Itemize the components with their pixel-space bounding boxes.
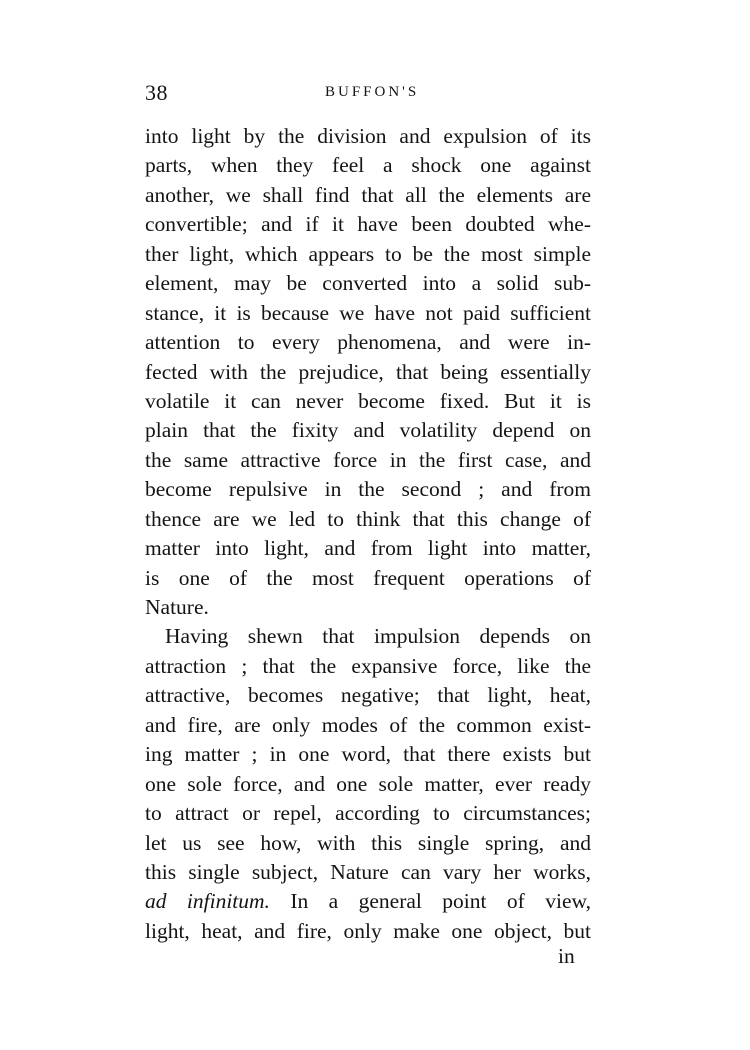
text-line: Having shewn that impulsion depends on bbox=[165, 624, 591, 649]
text-line: attractive, becomes negative; that light, heat, bbox=[145, 683, 591, 708]
text-line: attraction ; that the expansive force, like the bbox=[145, 653, 591, 678]
text-line: to attract or repel, according to circumstances; bbox=[145, 801, 591, 826]
text-line: thence are we led to think that this change of bbox=[145, 506, 591, 531]
text-line: element, may be converted into a solid sub- bbox=[145, 271, 591, 296]
body-text bbox=[145, 122, 591, 946]
text-line: one sole force, and one sole matter, ever ready bbox=[145, 771, 591, 796]
page-number: 38 bbox=[145, 80, 168, 105]
text-line: and fire, are only modes of the common exist- bbox=[145, 712, 591, 737]
text-line: light, heat, and fire, only make one object, but bbox=[145, 918, 591, 943]
text-line: is one of the most frequent operations of bbox=[145, 565, 591, 590]
text-line: plain that the fixity and volatility depend on bbox=[145, 418, 591, 443]
text-line: fected with the prejudice, that being essentially bbox=[145, 359, 591, 384]
text-line: into light by the division and expulsion of its bbox=[145, 124, 591, 148]
text-line: parts, when they feel a shock one against bbox=[145, 153, 591, 178]
catchword: in bbox=[558, 944, 575, 968]
text-line: volatile it can never become fixed. But it is bbox=[145, 388, 591, 413]
text-line: the same attractive force in the first case, and bbox=[145, 447, 591, 472]
text-line: ing matter ; in one word, that there exists but bbox=[145, 742, 591, 767]
running-head: BUFFON'S bbox=[325, 84, 420, 100]
text-line: matter into light, and from light into matter, bbox=[145, 536, 591, 561]
page-header bbox=[145, 80, 591, 108]
text-line: another, we shall find that all the elements are bbox=[145, 182, 591, 207]
text-line: stance, it is because we have not paid sufficient bbox=[145, 300, 591, 325]
text-line-with-italic bbox=[145, 887, 591, 916]
text-line: convertible; and if it have been doubted whe- bbox=[145, 212, 591, 237]
line-continuation: In a general point of view, bbox=[290, 889, 592, 914]
text-line: ther light, which appears to be the most simple bbox=[145, 241, 591, 266]
italic-phrase: ad infinitum. bbox=[145, 889, 270, 914]
text-line: let us see how, with this single spring, and bbox=[145, 830, 591, 855]
text-line: this single subject, Nature can vary her works, bbox=[145, 859, 591, 884]
text-line: Nature. bbox=[145, 595, 209, 619]
text-line: become repulsive in the second ; and from bbox=[145, 477, 591, 502]
text-line: attention to every phenomena, and were in- bbox=[145, 330, 591, 355]
